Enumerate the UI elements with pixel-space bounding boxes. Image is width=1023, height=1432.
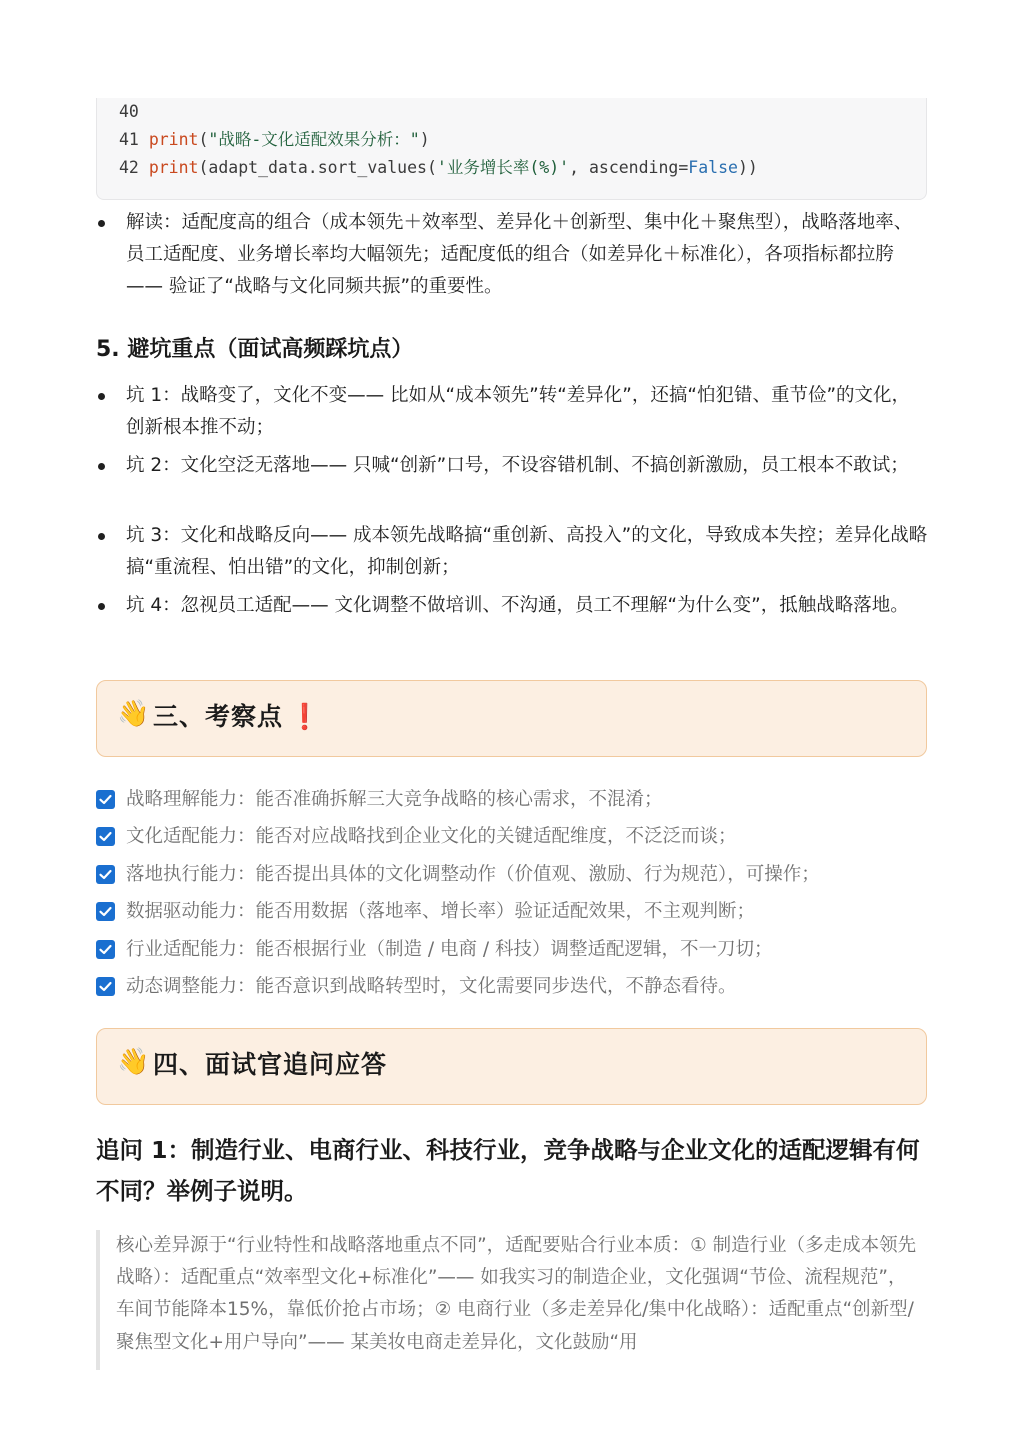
code-token: ) (419, 130, 430, 149)
pitfall-item (96, 380, 928, 444)
code-line-40 (119, 98, 139, 126)
code-token: ( (198, 130, 209, 149)
answer-text: 核心差异源于“行业特性和战略落地重点不同”，适配要贴合行业本质：① 制造行业（多走成本领先战略）：适配重点“效率型文化+标准化”—— 如我实习的制造企业，文化强调“节俭、流程规范”，车间节能降本15%，靠低价抢占市场；② 电商行业（多走差异化/集中化战略）：适配重点“创新型/聚焦型文化+用户导向”—— 某美妆电商走差异化，文化鼓励“用 (116, 1235, 917, 1353)
line-number: 42 (119, 158, 139, 177)
callout-title-text: 三、考察点 (153, 702, 284, 731)
pitfall-text: 坑 1：战略变了，文化不变—— 比如从“成本领先”转“差异化”，还搞“怕犯错、重节俭”的文化，创新根本推不动； (126, 385, 911, 438)
code-keyword: print (148, 130, 199, 149)
pitfall-text: 坑 4：忽视员工适配—— 文化调整不做培训、不沟通，员工不理解“为什么变”，抵触战略落地。 (126, 595, 909, 616)
checklist-text: 行业适配能力：能否根据行业（制造 / 电商 / 科技）调整适配逻辑，不一刀切； (126, 939, 773, 960)
checklist-item (96, 971, 928, 1003)
code-string: "战略-文化适配效果分析：" (208, 130, 420, 149)
checked-checkbox[interactable] (96, 827, 115, 846)
checklist-text: 数据驱动能力：能否用数据（落地率、增长率）验证适配效果，不主观判断； (126, 901, 756, 922)
code-token: )) (737, 158, 758, 177)
line-number: 41 (119, 130, 139, 149)
checklist-item (96, 859, 928, 891)
checked-checkbox[interactable] (96, 940, 115, 959)
callout-title: 四、面试官追问应答 (153, 1050, 388, 1079)
code-block (96, 98, 927, 200)
section-heading: 5. 避坑重点（面试高频踩坑点） (96, 337, 414, 362)
checklist-text: 战略理解能力：能否准确拆解三大竞争战略的核心需求，不混淆； (126, 789, 663, 810)
callout-interviewer-followups (96, 1028, 927, 1105)
interpretation-text: 解读：适配度高的组合（成本领先＋效率型、差异化＋创新型、集中化＋聚焦型），战略落地率、员工适配度、业务增长率均大幅领先；适配度低的组合（如差异化＋标准化），各项指标都拉胯—— 验证了“战略与文化同频共振”的重要性。 (126, 212, 913, 297)
line-number: 40 (119, 102, 139, 121)
code-boolean: False (688, 158, 738, 177)
checked-checkbox[interactable] (96, 977, 115, 996)
checklist-item (96, 896, 928, 928)
pitfall-item (96, 590, 928, 622)
checked-checkbox[interactable] (96, 865, 115, 884)
bullet-dot (98, 533, 105, 540)
followup-question-heading: 追问 1：制造行业、电商行业、科技行业，竞争战略与企业文化的适配逻辑有何不同？举例子说明。 (96, 1136, 920, 1205)
checked-checkbox[interactable] (96, 902, 115, 921)
checklist-text: 文化适配能力：能否对应战略找到企业文化的关键适配维度，不泛泛而谈； (126, 826, 737, 847)
checklist-item (96, 821, 928, 853)
callout-assessment-points (96, 680, 927, 757)
code-string: '业务增长率(%)' (436, 158, 570, 177)
checklist-text: 动态调整能力：能否意识到战略转型时，文化需要同步迭代，不静态看待。 (126, 976, 737, 997)
waving-hand-icon: 👋 (117, 1047, 150, 1077)
pitfall-text: 坑 2：文化空泛无落地—— 只喊“创新”口号，不设容错机制、不搞创新激励，员工根本不敢试； (126, 455, 909, 476)
pitfall-item (96, 520, 928, 584)
checklist-item (96, 784, 928, 816)
waving-hand-icon: 👋 (117, 699, 150, 729)
answer-blockquote (96, 1230, 926, 1370)
exclamation-icon: ❗ (289, 702, 322, 731)
bullet-dot (98, 463, 105, 470)
callout-title (153, 700, 321, 734)
bullet-dot (98, 603, 105, 610)
interpretation-bullet (96, 207, 928, 303)
code-token: , ascending= (569, 158, 689, 177)
checked-checkbox[interactable] (96, 790, 115, 809)
code-line-42 (119, 154, 758, 182)
checklist-text: 落地执行能力：能否提出具体的文化调整动作（价值观、激励、行为规范），可操作； (126, 864, 820, 885)
bullet-dot (98, 393, 105, 400)
code-token: (adapt_data.sort_values( (198, 158, 437, 177)
bullet-dot (98, 220, 105, 227)
blockquote-bar (96, 1230, 100, 1370)
code-keyword: print (148, 158, 199, 177)
code-line-41 (119, 126, 430, 154)
pitfall-text: 坑 3：文化和战略反向—— 成本领先战略搞“重创新、高投入”的文化，导致成本失控；差异化战略搞“重流程、怕出错”的文化，抑制创新； (126, 525, 928, 578)
checklist-item (96, 934, 928, 966)
pitfall-item (96, 450, 928, 482)
